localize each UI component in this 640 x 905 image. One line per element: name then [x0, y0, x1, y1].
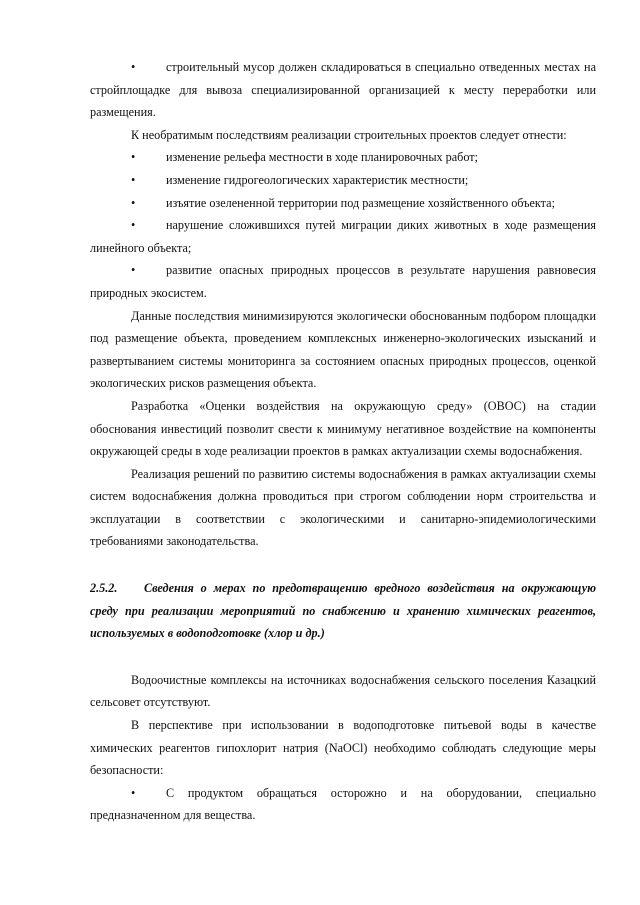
bullet-text: С продуктом обращаться осторожно и на оборудовании, специально предназначенном для вещества. — [90, 785, 596, 823]
paragraph: К необратимым последствиям реализации строительных проектов следует отнести: — [131, 127, 567, 142]
bullet-item — [90, 146, 596, 169]
bullet-glyph: • — [131, 172, 136, 187]
section-heading — [90, 577, 596, 645]
bullet-glyph: • — [131, 218, 136, 233]
bullet-text: строительный мусор должен складироваться в специально отведенных местах на стройплощадке для вывоза специализированной организацией к месту переработки или размещения. — [90, 60, 596, 120]
bullet-glyph: • — [131, 150, 136, 165]
bullet-item — [90, 192, 596, 215]
bullet-text: изменение гидрогеологических характеристик местности; — [166, 172, 469, 187]
paragraph: Данные последствия минимизируются экологически обоснованным подбором площадки под размещение объекта, проведением комплексных инженерно-экологических изысканий и развертыванием системы мониторинга за состоянием опасных природных процессов, оценкой экологических рисков размещения объекта. — [90, 308, 596, 391]
bullet-glyph: • — [131, 785, 136, 800]
bullet-text: нарушение сложившихся путей миграции диких животных в ходе размещения линейного объекта; — [90, 218, 596, 255]
bullet-item — [90, 259, 596, 304]
paragraph: Водоочистные комплексы на источниках водоснабжения сельского поселения Казацкий сельсовет отсутствуют. — [90, 672, 596, 710]
bullet-glyph: • — [131, 195, 136, 210]
document-page — [90, 56, 596, 827]
bullet-glyph: • — [131, 263, 136, 278]
paragraph: Разработка «Оценки воздействия на окружающую среду» (ОВОС) на стадии обоснования инвестиций позволит свести к минимуму негативное воздействие на компоненты окружающей среды в ходе реализации проектов в рамках актуализации схемы водоснабжения. — [90, 398, 596, 459]
bullet-text: изменение рельефа местности в ходе планировочных работ; — [166, 150, 479, 165]
spacer — [90, 645, 596, 669]
bullet-item — [90, 169, 596, 192]
bullet-glyph: • — [131, 60, 136, 74]
bullet-item — [90, 214, 596, 259]
bullet-text: изъятие озелененной территории под размещение хозяйственного объекта; — [166, 195, 555, 210]
bullet-item — [90, 782, 596, 827]
section-number: 2.5.2. — [90, 581, 118, 596]
bullet-text: развитие опасных природных процессов в результате нарушения равновесия природных экосистем. — [90, 263, 596, 300]
bullet-item — [90, 56, 596, 124]
paragraph: В перспективе при использовании в водоподготовке питьевой воды в качестве химических реагентов гипохлорит натрия (NaOCl) необходимо соблюдать следующие меры безопасности: — [90, 718, 596, 778]
paragraph: Реализация решений по развитию системы водоснабжения в рамках актуализации схемы систем водоснабжения должна проводиться при строгом соблюдении норм строительства и эксплуатации в соответствии с экологическими и санитарно-эпидемиологическими требованиями законодательства. — [90, 466, 596, 549]
section-title: Сведения о мерах по предотвращению вредного воздействия на окружающую среду при реализации мероприятий по снабжению и хранению химических реагентов, используемых в водоподготовке (хлор и др.) — [90, 581, 596, 641]
